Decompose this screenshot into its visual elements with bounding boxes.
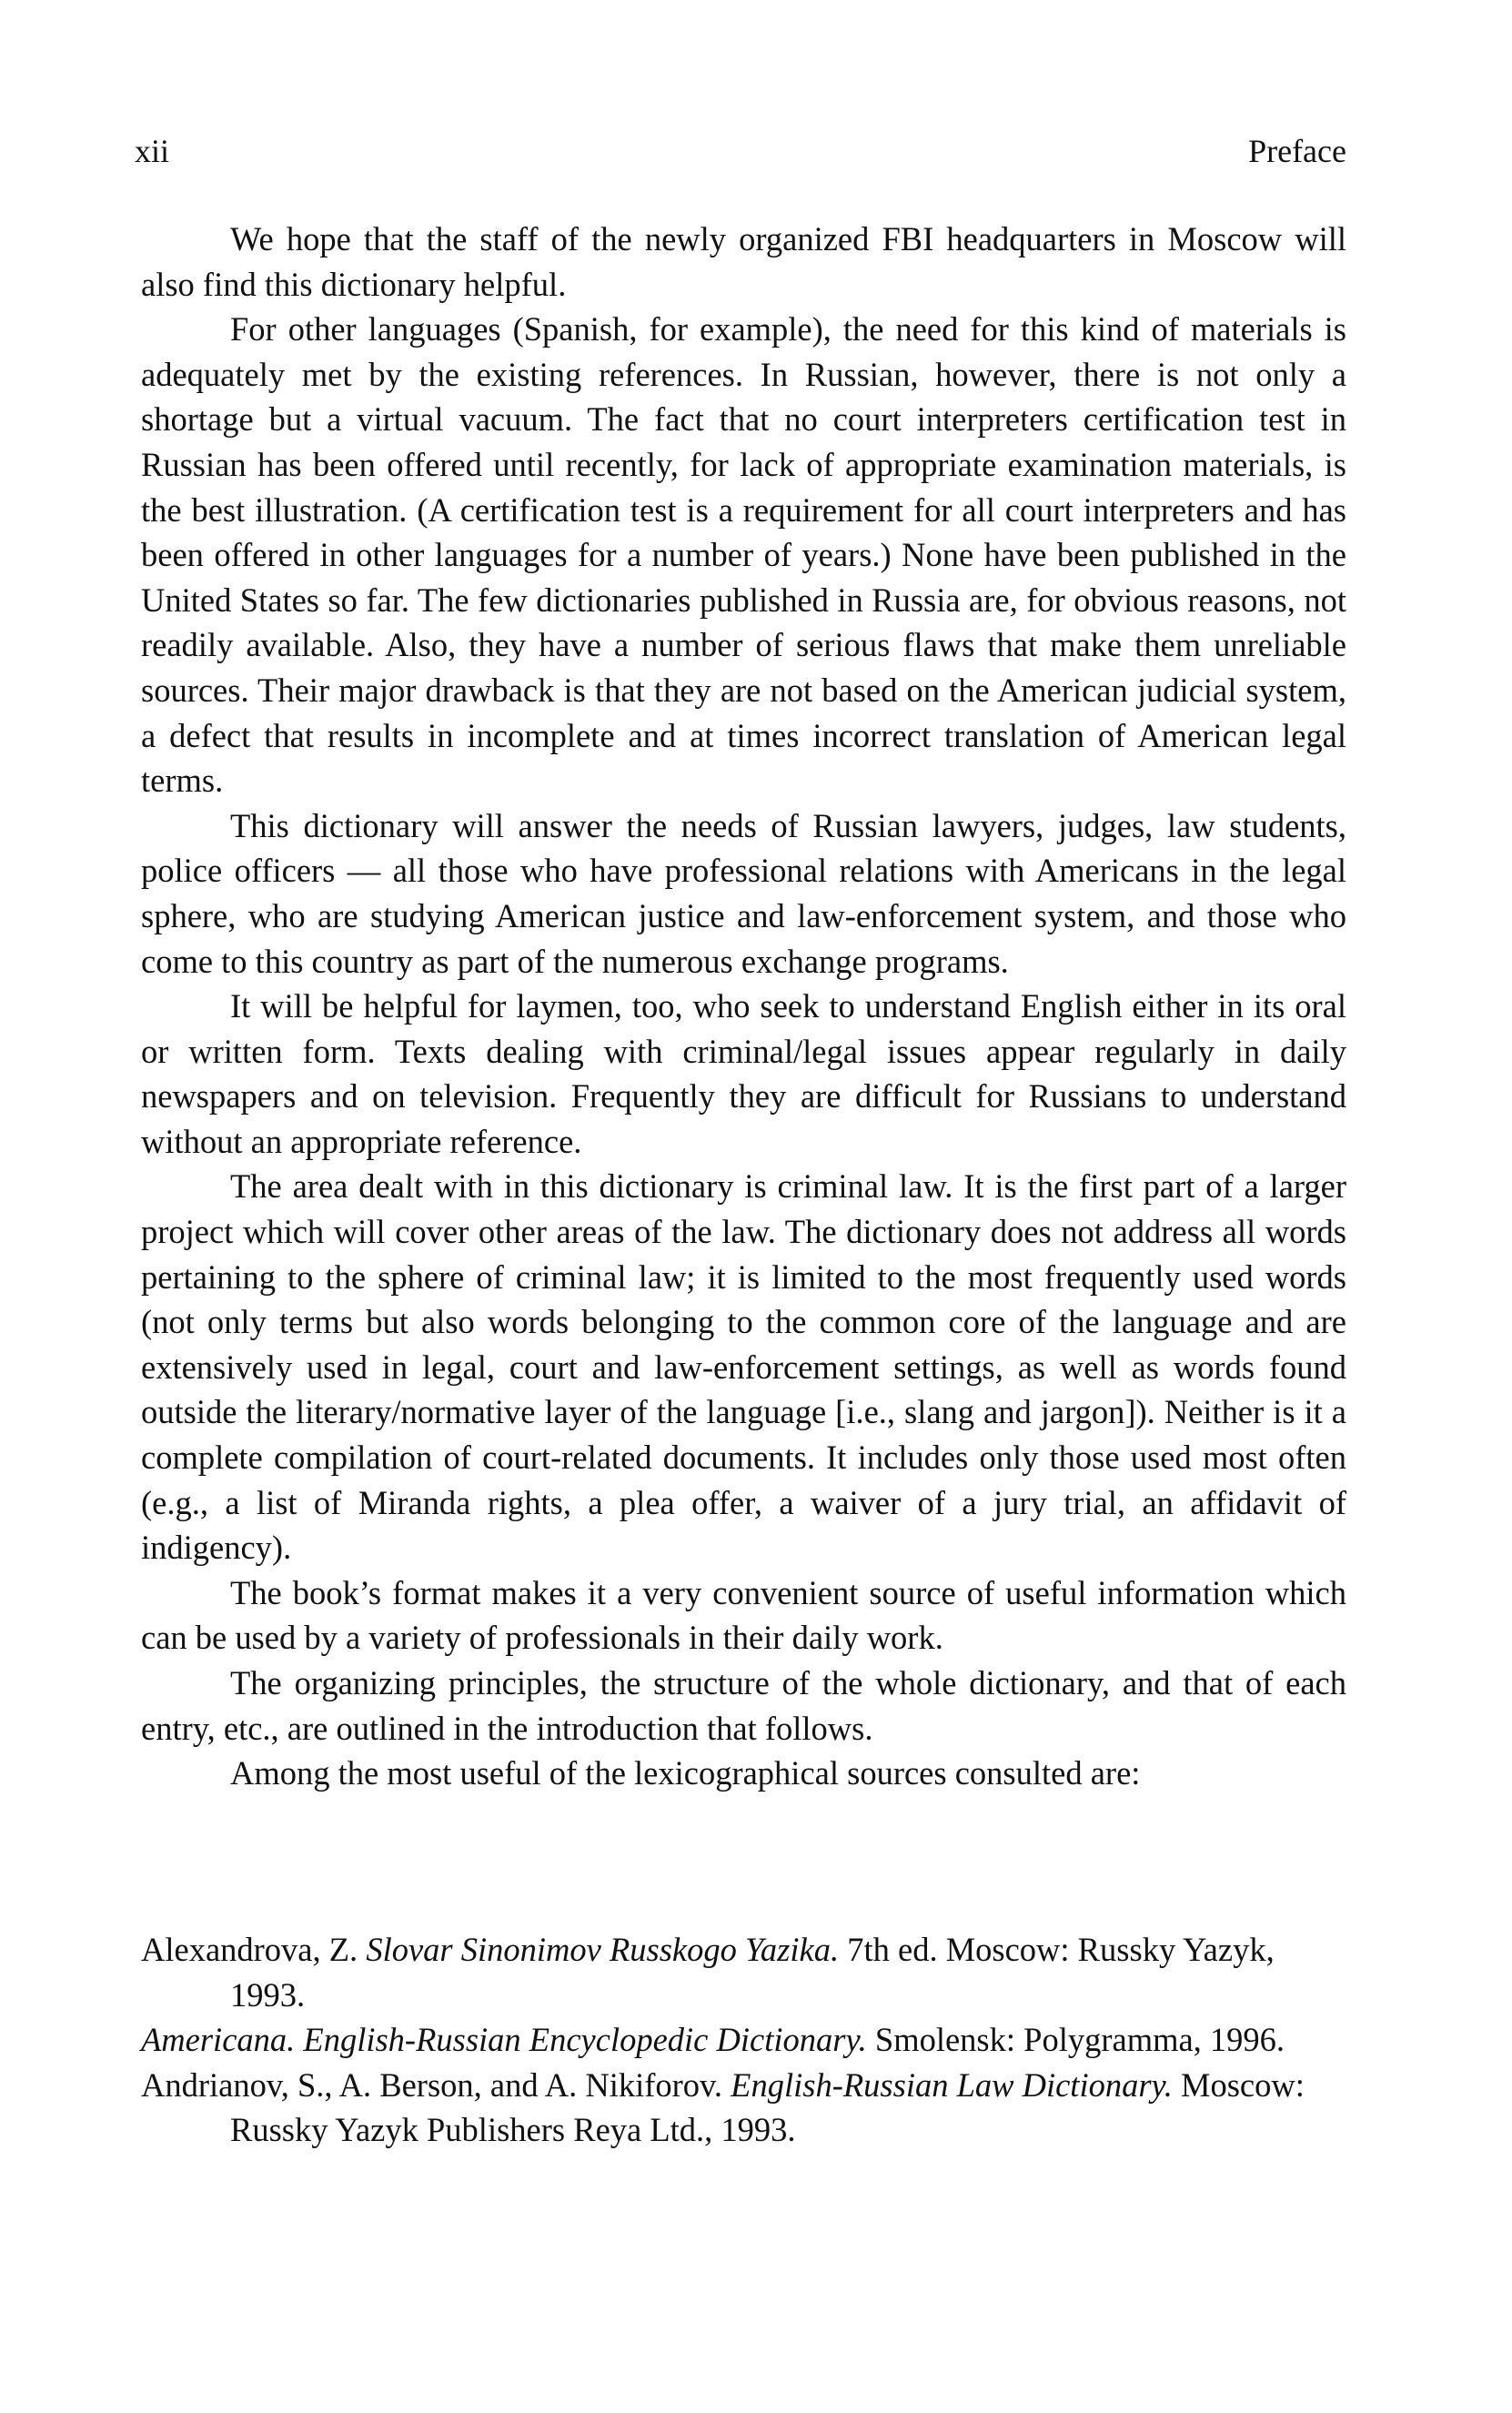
bib-publication: 7th ed. Moscow: Russky Yazyk, 1993. — [230, 1931, 1275, 2014]
bibliography-entry — [141, 1927, 1346, 2017]
bib-title: Slovar Sinonimov Russkogo Yazika. — [366, 1931, 840, 1968]
paragraph-other-languages: For other languages (Spanish, for example), the need for this kind of materials is adequately met by the existing references. In Russian, however, there is not only a shortage but a virtual vacuum. The fact that no court interpreters certification test in Russian has been offered until recently, for lack of appropriate examination materials, is the best illustration. (A certification test is a requirement for all court interpreters and has been offered in other languages for a number of years.) None have been published in the United States so far. The few dictionaries published in Russia are, for obvious reasons, not readily available. Also, they have a number of serious flaws that make them unreliable sources. Their major drawback is that they are not based on the American judicial system, a defect that results in incomplete and at times incorrect translation of American legal terms. — [141, 310, 1346, 800]
running-head: Preface — [1248, 133, 1346, 169]
page-header — [135, 124, 1346, 178]
bib-author: Andrianov, S., A. Berson, and A. Nikiforov. — [141, 2065, 731, 2104]
paragraph-format: The book’s format makes it a very convenient source of useful information which can be used by a variety of professionals in their daily work. — [141, 1573, 1346, 1657]
paragraph-organizing-principles: The organizing principles, the structure of the whole dictionary, and that of each entry, etc., are outlined in the introduction that follows. — [141, 1664, 1346, 1747]
paragraph-sources-intro: Among the most useful of the lexicographical sources consulted are: — [230, 1754, 1141, 1792]
bib-title: Americana. English-Russian Encyclopedic Dictionary. — [141, 2021, 867, 2059]
page-number: xii — [135, 133, 170, 169]
bib-publication: Smolensk: Polygramma, 1996. — [866, 2021, 1285, 2059]
paragraph-laymen: It will be helpful for laymen, too, who seek to understand English either in its oral or written form. Texts dealing with criminal/legal issues appear regularly in daily newspapers and on television. Frequently they are difficult for Russians to understand without an appropriate reference. — [141, 987, 1346, 1160]
bibliography-entry — [141, 2063, 1346, 2153]
bib-publication: Moscow: Russky Yazyk Publishers Reya Ltd., 1993. — [230, 2065, 1305, 2149]
bib-title: English-Russian Law Dictionary. — [731, 2065, 1173, 2104]
bib-author: Alexandrova, Z. — [141, 1931, 367, 1968]
paragraph-scope: The area dealt with in this dictionary is criminal law. It is the first part of a larger project which will cover other areas of the law. The dictionary does not address all words pertaining to the sphere of criminal law; it is limited to the most frequently used words (not only terms but also words belonging to the common core of the language and are extensively used in legal, court and law-enforcement settings, as well as words found outside the literary/normative layer of the language [i.e., slang and jargon]). Neither is it a complete compilation of court-related documents. It includes only those used most often (e.g., a list of Miranda rights, a plea offer, a waiver of a jury trial, an affidavit of indigency). — [141, 1167, 1346, 1567]
paragraph-audience: This dictionary will answer the needs of Russian lawyers, judges, law students, police officers — all those who have professional relations with Americans in the legal sphere, who are studying American justice and law-enforcement system, and those who come to this country as part of the numerous exchange programs. — [141, 806, 1346, 980]
preface-body — [141, 217, 1346, 1841]
paragraph-fbi: We hope that the staff of the newly organized FBI headquarters in Moscow will also find this dictionary helpful. — [141, 220, 1346, 303]
bibliography — [141, 1927, 1346, 2153]
bibliography-entry — [141, 2017, 1346, 2063]
